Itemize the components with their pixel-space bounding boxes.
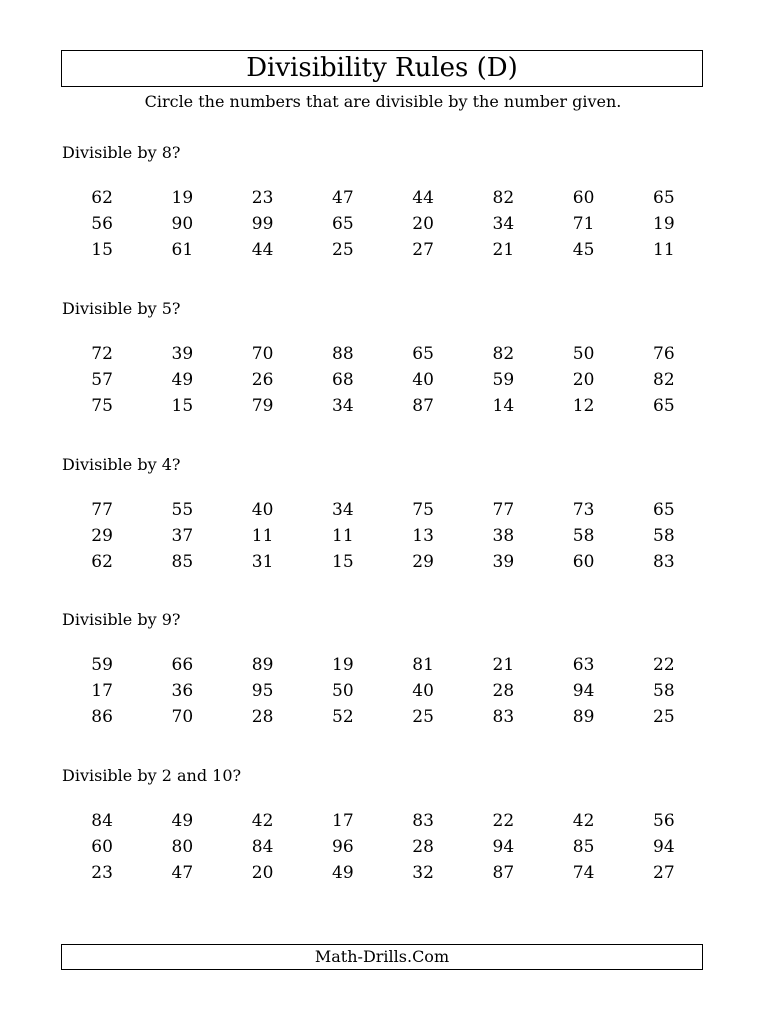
number-cell[interactable]: 63 (572, 655, 595, 676)
footer: Math-Drills.Com (61, 944, 703, 970)
number-row (62, 808, 704, 834)
number-cell[interactable]: 28 (492, 681, 515, 702)
number-cell[interactable]: 12 (572, 395, 595, 416)
number-cell[interactable]: 75 (412, 499, 434, 520)
number-cell[interactable]: 84 (91, 811, 113, 831)
number-cell[interactable]: 19 (171, 188, 194, 208)
number-cell[interactable]: 75 (91, 395, 113, 416)
number-cell[interactable]: 50 (572, 343, 595, 364)
number-grid (62, 497, 704, 575)
worksheet-instructions: Circle the numbers that are divisible by the number given. (144, 92, 622, 111)
number-cell[interactable]: 89 (572, 707, 595, 728)
number-cell[interactable]: 11 (251, 525, 274, 546)
number-cell[interactable]: 29 (91, 525, 113, 546)
number-cell[interactable]: 47 (332, 188, 354, 208)
number-cell[interactable]: 25 (412, 707, 434, 728)
number-cell[interactable]: 83 (412, 811, 434, 831)
problem-section (0, 766, 768, 916)
number-cell[interactable]: 49 (171, 811, 194, 831)
number-cell[interactable]: 42 (251, 811, 274, 831)
number-cell[interactable]: 70 (171, 707, 194, 728)
number-cell[interactable]: 40 (251, 499, 274, 520)
number-cell[interactable]: 39 (492, 551, 515, 572)
number-cell[interactable]: 57 (91, 369, 113, 390)
section-heading: Divisible by 5? (62, 298, 181, 318)
number-cell[interactable]: 17 (332, 811, 354, 831)
section-heading: Divisible by 8? (62, 143, 181, 162)
number-cell[interactable]: 87 (412, 395, 434, 416)
number-row (62, 704, 704, 730)
section-heading: Divisible by 4? (62, 454, 181, 474)
number-grid (62, 341, 704, 419)
number-cell[interactable]: 60 (572, 188, 595, 208)
number-cell[interactable]: 20 (412, 214, 434, 234)
number-cell[interactable]: 32 (412, 863, 434, 883)
number-cell[interactable]: 31 (251, 551, 274, 572)
number-cell[interactable]: 27 (653, 863, 675, 883)
number-cell[interactable]: 47 (171, 863, 194, 883)
number-cell[interactable]: 99 (251, 214, 274, 234)
number-cell[interactable]: 49 (171, 369, 194, 390)
number-cell[interactable]: 90 (171, 214, 194, 234)
number-cell[interactable]: 34 (492, 214, 515, 234)
number-cell[interactable]: 22 (492, 811, 515, 831)
number-cell[interactable]: 58 (572, 525, 595, 546)
number-cell[interactable]: 82 (492, 343, 515, 364)
number-cell[interactable]: 38 (492, 525, 515, 546)
number-cell[interactable]: 23 (91, 863, 113, 883)
number-cell[interactable]: 20 (572, 369, 595, 390)
number-cell[interactable]: 40 (412, 681, 434, 702)
number-cell[interactable]: 80 (171, 837, 194, 857)
section-heading: Divisible by 2 and 10? (62, 766, 242, 785)
number-cell[interactable]: 66 (171, 655, 194, 676)
number-cell[interactable]: 55 (171, 499, 194, 520)
number-cell[interactable]: 29 (412, 551, 434, 572)
number-cell[interactable]: 36 (171, 681, 194, 702)
number-cell[interactable]: 44 (251, 240, 274, 260)
number-cell[interactable]: 68 (332, 369, 354, 390)
number-cell[interactable]: 77 (91, 499, 113, 520)
problem-section (0, 455, 768, 605)
number-cell[interactable]: 60 (572, 551, 595, 572)
number-row (62, 211, 704, 237)
worksheet-title: Divisibility Rules (D) (61, 50, 703, 87)
number-cell[interactable]: 95 (251, 681, 274, 702)
number-cell[interactable]: 19 (332, 655, 354, 676)
number-cell[interactable]: 58 (653, 525, 675, 546)
number-cell[interactable]: 86 (91, 707, 113, 728)
problem-section (0, 299, 768, 449)
number-cell[interactable]: 94 (653, 837, 675, 857)
number-row (62, 860, 704, 886)
problem-section (0, 610, 768, 760)
number-cell[interactable]: 82 (492, 188, 515, 208)
number-cell[interactable]: 76 (653, 343, 675, 364)
number-row (62, 393, 704, 419)
number-cell[interactable]: 14 (492, 395, 515, 416)
number-row (62, 237, 704, 263)
number-cell[interactable]: 20 (251, 863, 274, 883)
number-cell[interactable]: 28 (251, 707, 274, 728)
number-cell[interactable]: 62 (91, 551, 113, 572)
number-cell[interactable]: 52 (332, 707, 354, 728)
number-cell[interactable]: 50 (332, 681, 354, 702)
number-row (62, 523, 704, 549)
number-cell[interactable]: 71 (572, 214, 595, 234)
number-row (62, 549, 704, 575)
number-cell[interactable]: 27 (412, 240, 434, 260)
number-cell[interactable]: 65 (332, 214, 354, 234)
number-cell[interactable]: 40 (412, 369, 434, 390)
number-cell[interactable]: 21 (492, 240, 515, 260)
number-cell[interactable]: 60 (91, 837, 113, 857)
number-cell[interactable]: 65 (653, 395, 675, 416)
number-cell[interactable]: 79 (251, 395, 274, 416)
number-cell[interactable]: 77 (492, 499, 515, 520)
number-cell[interactable]: 59 (492, 369, 515, 390)
number-cell[interactable]: 19 (653, 214, 675, 234)
section-heading: Divisible by 9? (62, 610, 181, 630)
number-cell[interactable]: 28 (412, 837, 434, 857)
number-cell[interactable]: 59 (91, 655, 113, 676)
problem-section (0, 143, 768, 293)
number-row (62, 341, 704, 367)
number-cell[interactable]: 21 (492, 655, 515, 676)
number-cell[interactable]: 25 (653, 707, 675, 728)
number-cell[interactable]: 83 (653, 551, 675, 572)
number-cell[interactable]: 94 (572, 681, 595, 702)
number-cell[interactable]: 65 (412, 343, 434, 364)
number-cell[interactable]: 44 (412, 188, 434, 208)
number-cell[interactable]: 87 (492, 863, 515, 883)
number-cell[interactable]: 61 (171, 240, 194, 260)
number-grid (62, 185, 704, 263)
number-cell[interactable]: 82 (653, 369, 675, 390)
number-cell[interactable]: 58 (653, 681, 675, 702)
number-cell[interactable]: 72 (91, 343, 113, 364)
number-cell[interactable]: 74 (572, 863, 595, 883)
number-cell[interactable]: 49 (332, 863, 354, 883)
number-cell[interactable]: 62 (91, 188, 113, 208)
number-cell[interactable]: 84 (251, 837, 274, 857)
number-cell[interactable]: 15 (91, 240, 113, 260)
number-cell[interactable]: 17 (91, 681, 113, 702)
number-cell[interactable]: 23 (251, 188, 274, 208)
number-cell[interactable]: 15 (332, 551, 354, 572)
number-cell[interactable]: 34 (332, 395, 354, 416)
number-cell[interactable]: 70 (251, 343, 274, 364)
number-cell[interactable]: 56 (653, 811, 675, 831)
number-cell[interactable]: 11 (653, 240, 675, 260)
number-row (62, 652, 704, 678)
number-cell[interactable]: 65 (653, 188, 675, 208)
number-row (62, 678, 704, 704)
number-row (62, 497, 704, 523)
number-grid (62, 808, 704, 886)
number-cell[interactable]: 45 (572, 240, 595, 260)
number-cell[interactable]: 85 (171, 551, 194, 572)
number-cell[interactable]: 13 (412, 525, 434, 546)
number-row (62, 367, 704, 393)
number-row (62, 834, 704, 860)
number-cell[interactable]: 73 (572, 499, 595, 520)
number-cell[interactable]: 65 (653, 499, 675, 520)
number-cell[interactable]: 34 (332, 499, 354, 520)
number-cell[interactable]: 85 (572, 837, 595, 857)
number-cell[interactable]: 81 (412, 655, 434, 676)
number-cell[interactable]: 88 (332, 343, 354, 364)
number-cell[interactable]: 22 (653, 655, 675, 676)
number-row (62, 185, 704, 211)
number-cell[interactable]: 89 (251, 655, 274, 676)
number-cell[interactable]: 56 (91, 214, 113, 234)
number-cell[interactable]: 25 (332, 240, 354, 260)
number-cell[interactable]: 94 (492, 837, 515, 857)
number-cell[interactable]: 42 (572, 811, 595, 831)
number-cell[interactable]: 37 (171, 525, 194, 546)
number-cell[interactable]: 96 (332, 837, 354, 857)
number-cell[interactable]: 83 (492, 707, 515, 728)
number-cell[interactable]: 11 (332, 525, 354, 546)
number-cell[interactable]: 26 (251, 369, 274, 390)
number-cell[interactable]: 15 (171, 395, 194, 416)
number-grid (62, 652, 704, 730)
number-cell[interactable]: 39 (171, 343, 194, 364)
